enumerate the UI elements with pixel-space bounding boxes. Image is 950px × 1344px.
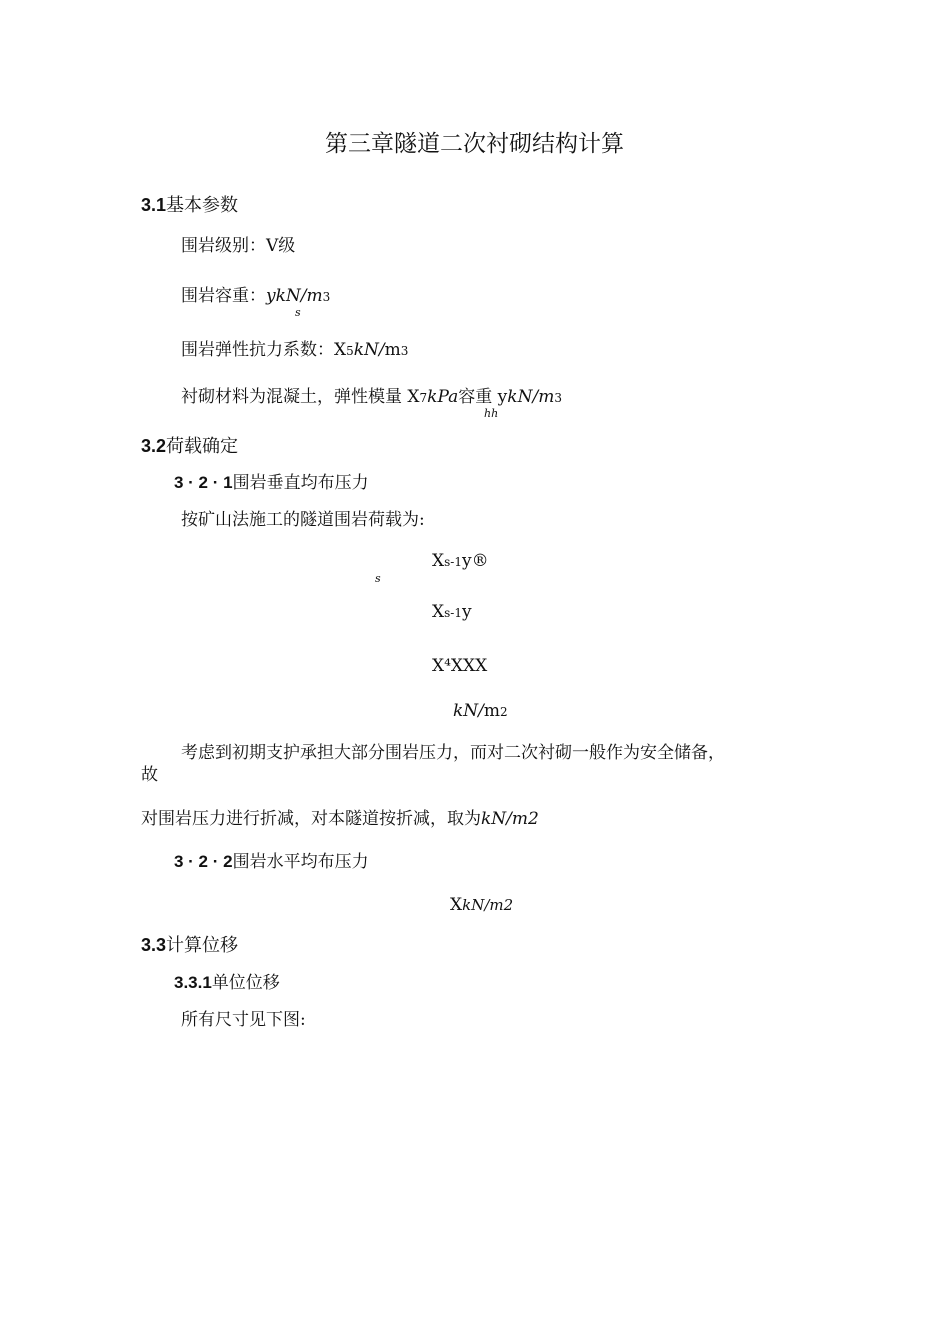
eq-symbol: X <box>432 602 445 622</box>
eq-term: y® <box>461 551 489 571</box>
label-text: 围岩弹性抗力系数：X <box>181 340 347 360</box>
equation-s-mark: s <box>375 572 381 585</box>
section-label: 计算位移 <box>166 935 239 956</box>
elastic-resistance-line <box>181 342 408 359</box>
formula: kPa <box>427 387 459 407</box>
section-number: 3.3 <box>141 935 167 955</box>
section-3-3-heading <box>141 936 238 955</box>
paragraph-text: 对围岩压力进行折减，对本隧道按折减，取为 <box>141 809 481 829</box>
formula: kN/m <box>507 387 555 407</box>
equation-2 <box>432 604 472 621</box>
reduction-paragraph-line-3 <box>141 811 539 828</box>
subsection-label: 单位位移 <box>211 973 280 993</box>
section-label: 基本参数 <box>166 195 239 216</box>
equation-1 <box>432 553 489 570</box>
label-text: 衬砌材料为混凝土，弹性模量 X <box>181 387 420 407</box>
subsection-3-3-1-heading <box>174 974 280 992</box>
exponent: 2 <box>500 705 508 719</box>
eq-subscript: s-1 <box>444 555 462 569</box>
exponent: 3 <box>400 344 409 358</box>
exponent: 3 <box>554 391 562 405</box>
reduction-paragraph-line-2: 故 <box>141 765 158 785</box>
equation-4 <box>450 897 513 914</box>
eq-unit: kN/m2 <box>462 896 514 914</box>
dimension-note-line: 所有尺寸见下图: <box>181 1010 306 1030</box>
formula: ykN/m <box>266 286 323 306</box>
load-intro-line: 按矿山法施工的隧道围岩荷载为: <box>181 510 425 530</box>
subsection-number: 3 · 2 · 1 <box>174 473 233 492</box>
value-small: 5 <box>346 344 354 358</box>
eq-subscript: s-1 <box>444 606 462 620</box>
equation-3: X⁴XXX <box>432 656 488 676</box>
eq-term: y <box>461 602 472 622</box>
reduction-paragraph-line-1: 考虑到初期支护承担大部分围岩压力，而对二次衬砌一般作为安全储备， <box>181 743 725 763</box>
rock-unit-weight-line <box>181 288 330 305</box>
unit: m <box>483 701 501 721</box>
lining-material-line <box>181 389 562 406</box>
unit: m <box>384 340 401 360</box>
subsection-label: 围岩水平均布压力 <box>232 852 369 872</box>
vertical-pressure-unit <box>453 703 508 720</box>
formula: kN/ <box>353 340 385 360</box>
section-3-2-heading <box>141 437 238 456</box>
value-small: 7 <box>419 391 428 405</box>
section-label: 荷载确定 <box>166 436 239 457</box>
exponent: 3 <box>322 290 331 304</box>
chapter-title: 第三章隧道二次衬砌结构计算 <box>325 131 624 157</box>
section-number: 3.2 <box>141 436 167 456</box>
unit-formula: kN/ <box>453 701 484 721</box>
subscript-s: s <box>295 306 301 319</box>
label-text: 围岩容重： <box>181 286 266 306</box>
formula: kN/m2 <box>481 809 539 829</box>
subsection-3-2-2-heading <box>174 853 369 871</box>
subsection-number: 3 · 2 · 2 <box>174 852 233 871</box>
label-text: 容重 y <box>458 387 508 407</box>
subscript-hh: hh <box>484 407 499 420</box>
section-number: 3.1 <box>141 195 167 215</box>
subsection-3-2-1-heading <box>174 474 369 492</box>
section-3-1-heading <box>141 196 238 215</box>
eq-symbol: X <box>450 895 463 915</box>
rock-grade-line: 围岩级别：Ⅴ级 <box>181 236 296 256</box>
eq-symbol: X <box>432 551 445 571</box>
subsection-label: 围岩垂直均布压力 <box>232 473 369 493</box>
subsection-number: 3.3.1 <box>174 973 212 992</box>
